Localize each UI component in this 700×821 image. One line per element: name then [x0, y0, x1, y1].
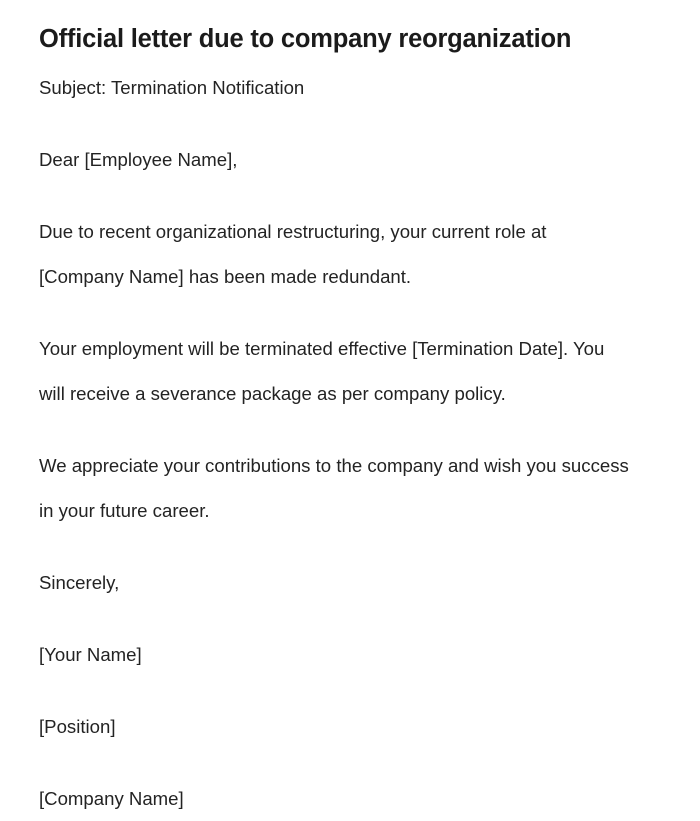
letter-paragraph-subject: Subject: Termination Notification — [39, 76, 305, 98]
letter-body — [39, 56, 634, 821]
letter-paragraph-salutation: Dear [Employee Name], — [39, 148, 238, 170]
letter-paragraph-reason: Due to recent organizational restructuring, your current role at [Company Name] has been made redundant. — [39, 220, 552, 287]
letter-paragraph-appreciation: We appreciate your contributions to the company and wish you success in your future career. — [39, 454, 634, 521]
page-title: Official letter due to company reorganization — [39, 25, 572, 53]
signature-company: [Company Name] — [39, 787, 184, 809]
letter-paragraph-terms: Your employment will be terminated effective [Termination Date]. You will receive a severance package as per company policy. — [39, 337, 610, 404]
signature-name: [Your Name] — [39, 643, 142, 665]
signature-position: [Position] — [39, 715, 116, 737]
letter-paragraph-closing: Sincerely, — [39, 571, 120, 593]
